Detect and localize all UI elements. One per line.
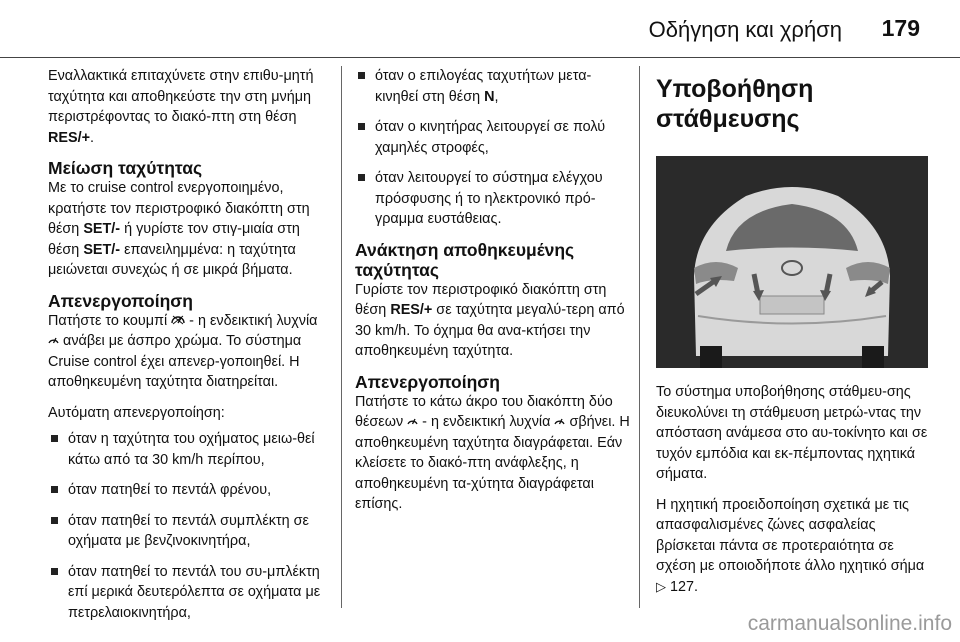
list-item: όταν ο επιλογέας ταχυτήτων μετα-κινηθεί στη θέση N, (355, 66, 630, 107)
column-divider (639, 66, 640, 608)
cruise-indicator-icon (407, 412, 418, 433)
car-rear-photo (656, 156, 928, 368)
list-item: όταν πατηθεί το πεντάλ φρένου, (48, 480, 328, 501)
header-divider (0, 57, 960, 58)
reduce-speed-paragraph: Με το cruise control ενεργοποιημένο, κρατήστε τον περιστροφικό διακόπτη στη θέση SET/- ή γυρίστε τον στιγ-μιαία στη θέση SET/- επανειλημμένα: η ταχύτητα μειώνεται συνεχώς ή σε μικρά βήματα. (48, 180, 310, 278)
chapter-title: Οδήγηση και χρήση (648, 17, 842, 42)
list-item: όταν πατηθεί το πεντάλ του συ-μπλέκτη επί μερικά δευτερόλεπτα σε οχήματα με πετρελαιοκινητήρα, (48, 562, 328, 624)
auto-deactivation-list (48, 429, 328, 623)
cruise-cancel-icon (171, 311, 185, 332)
watermark-text: carmanualsonline.info (747, 612, 952, 635)
list-item: όταν η ταχύτητα του οχήματος μειω-θεί κάτω από τα 30 km/h περίπου, (48, 429, 328, 470)
list-item: όταν λειτουργεί το σύστημα ελέγχου πρόσφυσης ή το ηλεκτρονικό πρό-γραμμα ευστάθειας. (355, 168, 630, 230)
column-3 (656, 66, 928, 607)
section-heading-reduce-speed: Μείωση ταχύτητας (48, 158, 203, 178)
column-2 (355, 66, 630, 525)
section-heading-recall-speed: Ανάκτηση αποθηκευμένης ταχύτητας (355, 239, 575, 280)
auto-deactivation-list-continued (355, 66, 630, 230)
section-heading-deactivation-2: Απενεργοποίηση (355, 371, 500, 392)
cruise-indicator-icon (554, 412, 565, 433)
recall-paragraph: Γυρίστε τον περιστροφικό διακόπτη στη θέση RES/+ σε ταχύτητα μεγαλύ-τερη από 30 km/h. Το όχημα θα ανα-κτήσει την αποθηκευμένη ταχύτητα. (355, 281, 625, 359)
section-heading-deactivation: Απενεργοποίηση (48, 290, 193, 311)
section-heading-parking-assist: Υποβοήθηση στάθμευσης (656, 75, 814, 133)
deactivation-paragraph: Πατήστε το κουμπί - η ενδεικτική λυχνία ανάβει με άσπρο χρώμα. Το σύστημα Cruise control έχει απενερ-γοποιηθεί. Η αποθηκευμένη ταχύτητα διατηρείται. (48, 312, 318, 390)
column-divider (341, 66, 342, 608)
page-number: 179 (881, 15, 920, 41)
parking-assist-paragraph: Το σύστημα υποβοήθησης στάθμευ-σης διευκολύνει τη στάθμευση μετρώ-ντας την απόσταση ανάμεσα στο αυ-τοκίνητο και σε τυχόν εμπόδια και εκ-πέμποντας ηχητικά σήματα. (656, 384, 928, 482)
car-rear-illustration (656, 156, 928, 368)
page-reference-arrow-icon: ▷ (656, 578, 666, 594)
list-item: όταν πατηθεί το πεντάλ συμπλέκτη σε οχήματα με βενζινοκινητήρα, (48, 511, 328, 552)
column-1 (48, 66, 328, 633)
auto-deactivation-label: Αυτόματη απενεργοποίηση: (48, 404, 225, 421)
res-label: RES/+ (48, 129, 90, 146)
page-reference-link[interactable]: 127 (670, 578, 695, 595)
list-item: όταν ο κινητήρας λειτουργεί σε πολύ χαμηλές στροφές, (355, 117, 630, 158)
deactivation-paragraph-2: Πατήστε το κάτω άκρο του διακόπτη δύο θέσεων - η ενδεικτική λυχνία σβήνει. Η αποθηκευμένη ταχύτητα διαγράφεται. Εάν κλείσετε το διακό-πτη ανάφλεξης, η αποθηκευμένη τα-χύτητα διαγράφεται επίσης. (355, 393, 630, 512)
intro-paragraph: Εναλλακτικά επιταχύνετε στην επιθυ-μητή ταχύτητα και αποθηκεύστε την στη μνήμη περιστρέφοντας το διακό-πτη στη θέση RES/+. (48, 68, 314, 146)
seatbelt-warning-paragraph: Η ηχητική προειδοποίηση σχετικά με τις απασφαλισμένες ζώνες ασφαλείας βρίσκεται πάντα σε προτεραιότητα σε σχέση με οποιοδήποτε άλλο ηχητικό σήμα ▷ 127. (656, 496, 925, 595)
cruise-indicator-icon (48, 331, 59, 352)
page-header (0, 0, 960, 58)
